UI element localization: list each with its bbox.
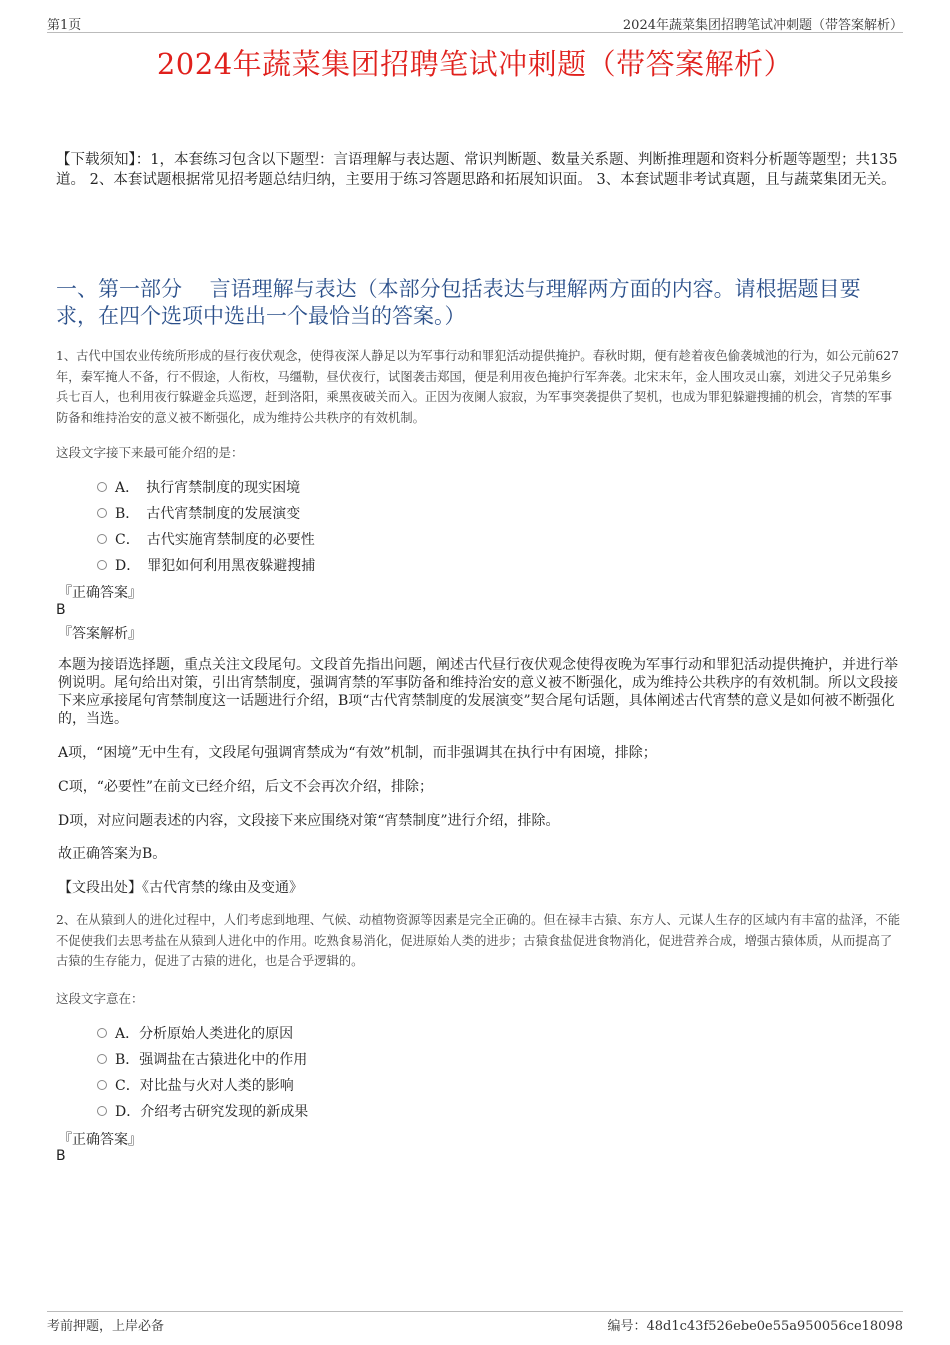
page-header: [47, 14, 903, 33]
footer-slogan: 考前押题，上岸必备: [47, 1319, 165, 1334]
q2-answer-label: 『正确答案』: [58, 1132, 142, 1148]
q1-analysis-c: C项，“必要性”在前文已经介绍，后文不会再次介绍，排除；: [58, 779, 434, 795]
radio-icon[interactable]: [97, 1106, 107, 1116]
header-doc-title: 2024年蔬菜集团招聘笔试冲刺题（带答案解析）: [622, 18, 903, 33]
q1-source: 【文段出处】《古代宵禁的缘由及变通》: [58, 880, 303, 896]
q2-option-a[interactable]: A．分析原始人类进化的原因: [97, 1023, 293, 1043]
footer-serial: 编号：48d1c43f526ebe0e55a950056ce18098: [607, 1319, 903, 1334]
radio-icon[interactable]: [97, 482, 107, 492]
question-1-lead: 这段文字接下来最可能介绍的是：: [56, 445, 244, 460]
radio-icon[interactable]: [97, 560, 107, 570]
q1-analysis-label: 『答案解析』: [58, 626, 142, 642]
q1-option-b[interactable]: B． 古代宵禁制度的发展演变: [97, 503, 300, 523]
radio-icon[interactable]: [97, 508, 107, 518]
q2-option-b[interactable]: B．强调盐在古猿进化中的作用: [97, 1049, 307, 1069]
q2-answer: B: [56, 1148, 66, 1164]
page-footer: [47, 1311, 903, 1334]
q1-answer-label: 『正确答案』: [58, 585, 142, 601]
q1-answer: B: [56, 602, 66, 618]
download-notice: 【下载须知】：1，本套练习包含以下题型：言语理解与表达题、常识判断题、数量关系题、判断推理题和资料分析题等题型；共135道。 2、本套试题根据常见招考题总结归纳，主要用于练习答题思路和拓展知识面。 3、本套试题非考试真题，且与蔬菜集团无关。: [56, 152, 898, 188]
radio-icon[interactable]: [97, 1080, 107, 1090]
q1-option-d[interactable]: D． 罪犯如何利用黑夜躲避搜捕: [97, 555, 315, 575]
q1-analysis-a: A项，“困境”无中生有，文段尾句强调宵禁成为“有效”机制，而非强调其在执行中有困境，排除；: [58, 745, 657, 761]
q1-conclusion: 故正确答案为B。: [58, 846, 167, 862]
question-1-text: 1、古代中国农业传统所形成的昼行夜伏观念，使得夜深人静足以为军事行动和罪犯活动提供掩护。春秋时期，便有趁着夜色偷袭城池的行为，如公元前627年，秦军掩人不备，行不假途，人衔枚，马缰勒，昼伏夜行，试图袭击郑国，便是利用夜色掩护行军奔袭。北宋末年，金人围攻灵山寨，刘进父子兄弟集乡兵七百人，也利用夜行躲避金兵巡逻，赶到洛阳，乘黑夜破关而入。正因为夜阑人寂寂，为军事突袭提供了契机，也成为罪犯躲避搜捕的机会，宵禁的军事防备和维持治安的意义被不断强化，成为维持公共秩序的有效机制。: [56, 349, 899, 425]
radio-icon[interactable]: [97, 1054, 107, 1064]
radio-icon[interactable]: [97, 1028, 107, 1038]
q1-analysis-main: 本题为接语选择题，重点关注文段尾句。文段首先指出问题，阐述古代昼行夜伏观念使得夜晚为军事行动和罪犯活动提供掩护，并进行举例说明。尾句给出对策，引出宵禁制度，强调宵禁的军事防备和维持治安的意义被不断强化，成为维持公共秩序的有效机制。所以文段接下来应承接尾句宵禁制度这一话题进行介绍，B项“古代宵禁制度的发展演变”契合尾句话题，具体阐述古代宵禁的意义是如何被不断强化的，当选。: [58, 657, 898, 727]
page-number: 第1页: [47, 18, 82, 33]
radio-icon[interactable]: [97, 534, 107, 544]
q1-option-c[interactable]: C． 古代实施宵禁制度的必要性: [97, 529, 315, 549]
section-heading: 一、第一部分 言语理解与表达（本部分包括表达与理解两方面的内容。请根据题目要求，在四个选项中选出一个最恰当的答案。）: [56, 277, 861, 328]
document-title: 2024年蔬菜集团招聘笔试冲刺题（带答案解析）: [156, 47, 794, 81]
question-2-text: 2、在从猿到人的进化过程中，人们考虑到地理、气候、动植物资源等因素是完全正确的。但在禄丰古猿、东方人、元谋人生存的区域内有丰富的盐泽，不能不促使我们去思考盐在从猿到人进化中的作用。吃熟食易消化，促进原始人类的进步；古猿食盐促进食物消化，促进营养合成，增强古猿体质，从而提高了古猿的生存能力，促进了古猿的进化，也是合乎逻辑的。: [56, 913, 901, 968]
question-2-lead: 这段文字意在：: [56, 991, 144, 1006]
q1-analysis-d: D项，对应问题表述的内容，文段接下来应围绕对策“宵禁制度”进行介绍，排除。: [58, 813, 560, 829]
q1-option-a[interactable]: A． 执行宵禁制度的现实困境: [97, 477, 300, 497]
q2-option-c[interactable]: C．对比盐与火对人类的影响: [97, 1075, 294, 1095]
q2-option-d[interactable]: D．介绍考古研究发现的新成果: [97, 1101, 308, 1121]
